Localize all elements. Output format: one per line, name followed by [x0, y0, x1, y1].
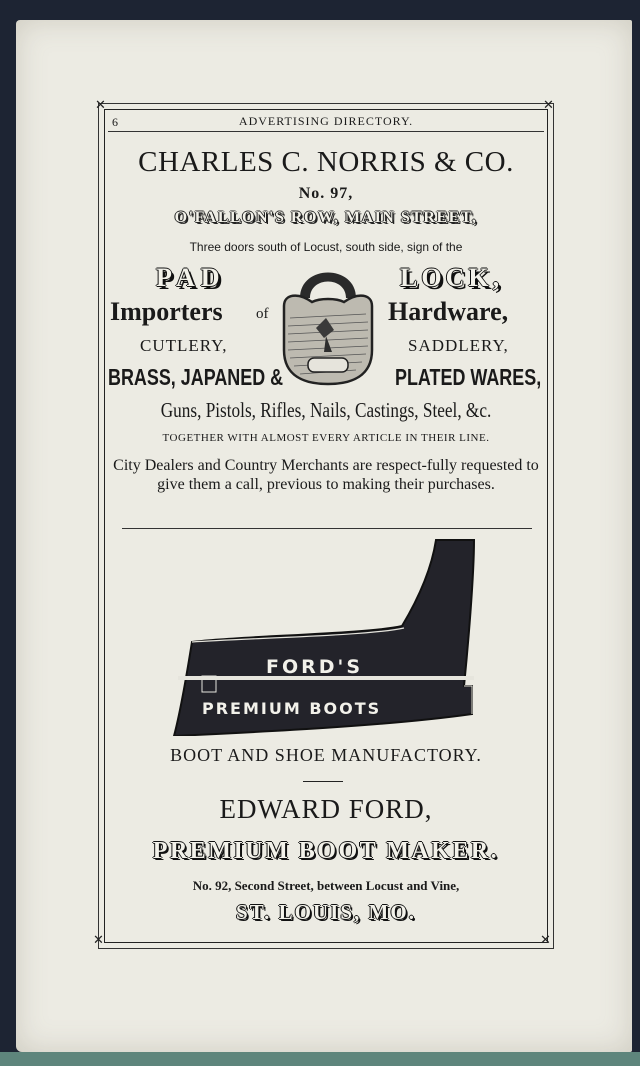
corner-ornament-icon: ✕	[543, 97, 554, 112]
location-note: Three doors south of Locust, south side, sign of the	[189, 240, 463, 254]
maker-address: No. 92, Second Street, between Locust and Vine,	[192, 878, 460, 893]
saddlery-label: SADDLERY,	[408, 336, 509, 355]
street-name: O'FALLON'S ROW, MAIN STREET,	[174, 209, 478, 226]
section-divider	[122, 528, 532, 529]
brass-label: BRASS, JAPANED &	[108, 364, 284, 390]
corner-ornament-icon: ✕	[95, 97, 106, 112]
invitation-text: City Dealers and Country Merchants are respect-fully requested to give them a call, previous to making their purchases.	[113, 457, 539, 493]
corner-ornament-icon: ✕	[540, 932, 551, 947]
maker-name: EDWARD FORD,	[219, 794, 433, 824]
boot-label-fords: FORD'S	[266, 656, 364, 678]
plated-label: PLATED WARES,	[395, 364, 542, 390]
cutlery-label: CUTLERY,	[140, 336, 228, 355]
short-divider	[303, 781, 343, 782]
book-edge	[0, 1052, 640, 1066]
padlock-icon	[276, 258, 380, 388]
importers-label: Importers	[110, 297, 223, 326]
maker-title: PREMIUM BOOT MAKER.	[152, 838, 500, 864]
sign-word-lock: LOCK,	[400, 263, 504, 292]
page-number: 6	[112, 115, 118, 129]
manufactory-heading: BOOT AND SHOE MANUFACTORY.	[170, 745, 482, 765]
goods-list: Guns, Pistols, Rifles, Nails, Castings, Steel, &c.	[160, 398, 492, 422]
corner-ornament-icon: ✕	[93, 932, 104, 947]
together-note: TOGETHER WITH ALMOST EVERY ARTICLE IN THEIR LINE.	[162, 432, 490, 444]
boot-label-premium: PREMIUM BOOTS	[202, 699, 382, 718]
sign-word-pad: PAD	[156, 263, 226, 292]
company-name: CHARLES C. NORRIS & CO.	[138, 146, 514, 178]
street-number: No. 97,	[298, 185, 354, 202]
hardware-label: Hardware,	[388, 297, 509, 326]
directory-title: ADVERTISING DIRECTORY.	[238, 114, 414, 128]
header-rule	[108, 131, 544, 132]
maker-city: ST. LOUIS, MO.	[236, 900, 416, 924]
of-label: of	[256, 306, 269, 322]
